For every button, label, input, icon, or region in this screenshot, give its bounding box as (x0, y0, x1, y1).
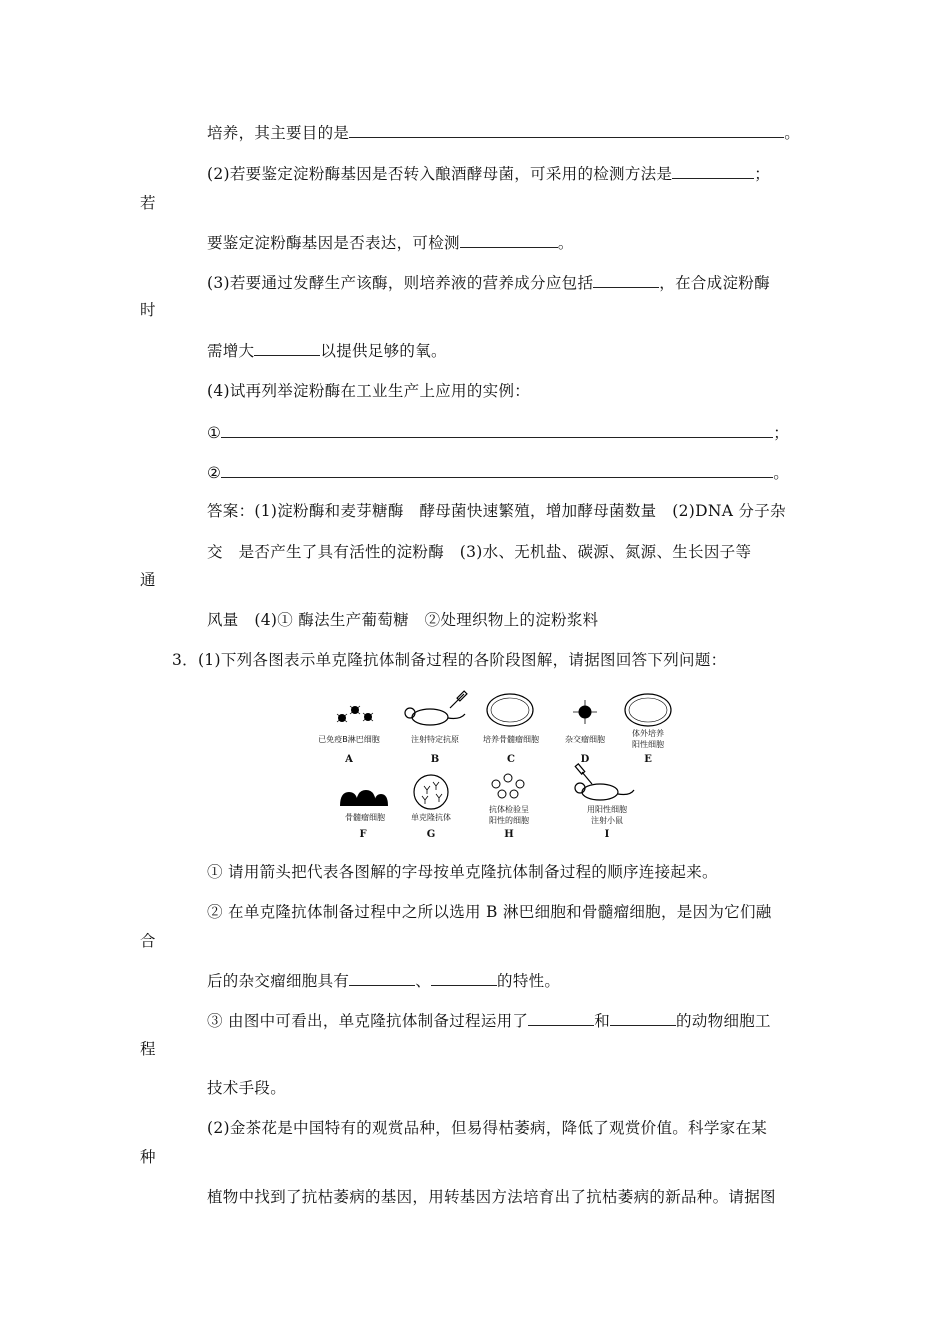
figure-label: 阳性细胞 (632, 740, 664, 749)
text-line (207, 232, 574, 253)
line-end: ； (754, 165, 771, 183)
text-line: ① 请用箭头把代表各图解的字母按单克隆抗体制备过程的顺序连接起来。 (207, 863, 718, 881)
positive-cell-icon (492, 774, 524, 798)
b-cell-icon (337, 706, 373, 722)
figure-label: 用阳性细胞 (587, 805, 627, 814)
figure-letter: D (580, 754, 590, 765)
answer-blank[interactable] (610, 1010, 676, 1026)
text-line (207, 163, 770, 184)
mouse-injection-icon (405, 691, 467, 725)
culture-dish-icon (625, 694, 671, 726)
figure-label: 杂交瘤细胞 (565, 735, 605, 744)
answer-text: 风量 (4)① 酶法生产葡萄糖 ②处理织物上的淀粉浆料 (207, 611, 599, 629)
culture-dish-icon (487, 694, 533, 726)
answer-blank[interactable] (672, 163, 754, 179)
answer-blank[interactable] (349, 970, 415, 986)
line-end: 的动物细胞工 (676, 1012, 771, 1030)
text-line (207, 340, 447, 361)
mouse-injection-icon (575, 764, 634, 800)
answer-text: 交 是否产生了具有活性的淀粉酶 (3)水、无机盐、碳源、氮源、生长因子等 (207, 543, 752, 561)
line-text: 后的杂交瘤细胞具有 (207, 972, 350, 990)
wrap-char: 合 (140, 932, 156, 950)
text-line (207, 272, 770, 293)
answer-blank[interactable] (349, 122, 784, 138)
answer-text: 答案：(1)淀粉酶和麦芽糖酶 酵母菌快速繁殖，增加酵母菌数量 (2)DNA 分子杂 (207, 502, 786, 520)
figure-label: 阳性的细胞 (489, 816, 529, 825)
answer-blank[interactable] (528, 1010, 594, 1026)
figure-label: 注射小鼠 (591, 816, 623, 825)
answer-blank[interactable] (431, 970, 497, 986)
text-line: 技术手段。 (207, 1079, 287, 1097)
figure-letter: A (345, 754, 353, 765)
answer-blank[interactable] (593, 272, 659, 288)
wrap-char: 种 (140, 1148, 156, 1166)
figure-label: 抗体检验呈 (489, 805, 529, 814)
text-line: (4)试再列举淀粉酶在工业生产上应用的实例： (207, 382, 531, 400)
text-line: ② 在单克隆抗体制备过程中之所以选用 B 淋巴细胞和骨髓瘤细胞，是因为它们融 (207, 903, 772, 921)
line-end: 的特性。 (497, 972, 561, 990)
line-text: (2)若要鉴定淀粉酶基因是否转入酿酒酵母菌，可采用的检测方法是 (207, 165, 673, 183)
answer-blank[interactable] (221, 462, 773, 478)
line-text: ③ 由图中可看出，单克隆抗体制备过程运用了 (207, 1012, 529, 1030)
figure-letter: B (430, 754, 440, 765)
text-line: (2)金茶花是中国特有的观赏品种，但易得枯萎病，降低了观赏价值。科学家在某 (207, 1119, 768, 1137)
line-end: 。 (773, 464, 790, 482)
line-text: ，在合成淀粉酶 (659, 274, 770, 292)
answer-blank[interactable] (221, 422, 773, 438)
line-text: (3)若要通过发酵生产该酶，则培养液的营养成分应包括 (207, 274, 594, 292)
text-line (207, 462, 789, 483)
text-line (207, 1010, 771, 1031)
figure-label: 单克隆抗体 (411, 813, 451, 822)
text-line: 植物中找到了抗枯萎病的基因，用转基因方法培育出了抗枯萎病的新品种。请据图 (207, 1188, 776, 1206)
figure-label: 培养骨髓瘤细胞 (483, 735, 539, 744)
text-line (207, 422, 789, 443)
hybridoma-cell-icon (573, 700, 597, 724)
line-end: 。 (557, 234, 574, 252)
text-line (207, 970, 560, 991)
line-text: 培养，其主要目的是 (207, 124, 350, 142)
answer-blank[interactable] (254, 340, 320, 356)
wrap-char: 通 (140, 571, 156, 589)
text-line (207, 122, 800, 143)
figure-letter: C (507, 754, 515, 765)
figure-label: 注射特定抗原 (411, 735, 459, 744)
figure-letter: F (359, 829, 367, 840)
figure-letter: E (644, 754, 652, 765)
figure-label: 已免疫B淋巴细胞 (318, 735, 380, 744)
figure-letter: G (426, 829, 436, 840)
wrap-char: 若 (140, 194, 156, 212)
line-text: ① (207, 424, 222, 442)
line-text: ② (207, 464, 222, 482)
myeloma-cell-icon (340, 790, 388, 806)
wrap-char: 时 (140, 301, 156, 319)
line-text: 、 (415, 972, 432, 990)
question-title: 3．(1)下列各图表示单克隆抗体制备过程的各阶段图解，请据图回答下列问题： (172, 651, 727, 669)
figure-letter: I (604, 829, 610, 840)
line-text: 需增大 (207, 342, 255, 360)
wrap-char: 程 (140, 1040, 156, 1058)
line-end: 以提供足够的氧。 (320, 342, 447, 360)
antibody-icon (414, 775, 448, 809)
line-text: 和 (594, 1012, 611, 1030)
line-end: 。 (784, 124, 801, 142)
figure-label: 体外培养 (632, 729, 664, 738)
figure-letter: H (504, 829, 514, 840)
line-end: ； (773, 424, 790, 442)
line-text: 要鉴定淀粉酶基因是否表达，可检测 (207, 234, 460, 252)
figure-label: 骨髓瘤细胞 (345, 813, 385, 822)
monoclonal-antibody-figure (300, 688, 720, 848)
answer-blank[interactable] (460, 232, 558, 248)
